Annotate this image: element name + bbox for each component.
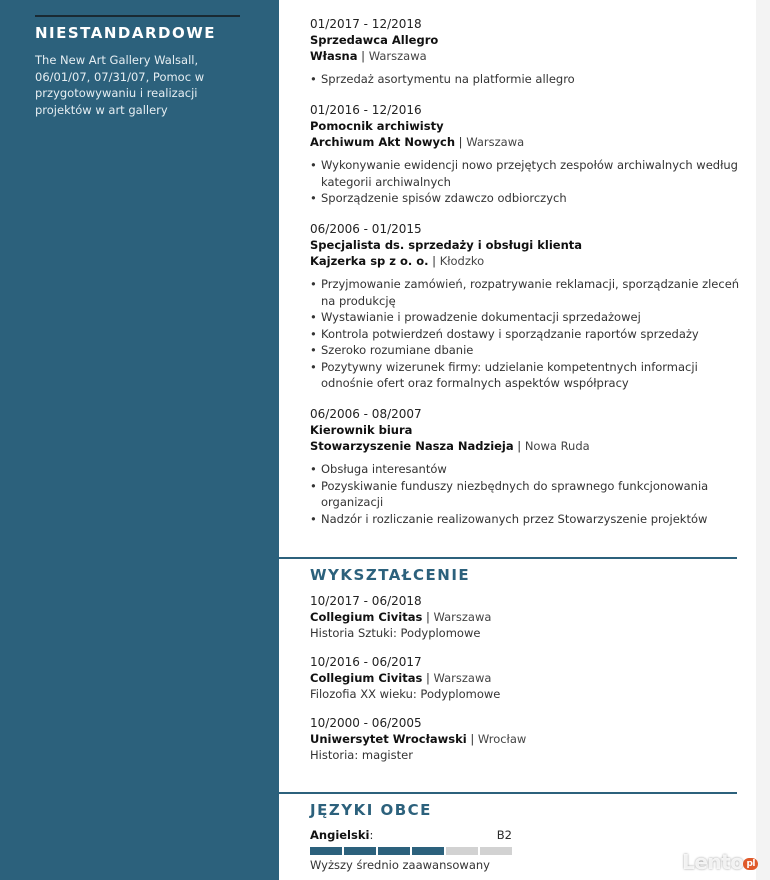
watermark-logo — [682, 850, 758, 874]
language-level-bars — [310, 847, 512, 855]
level-bar-filled — [378, 847, 410, 855]
education-city: Warszawa — [433, 671, 492, 685]
watermark-brand: Lento — [682, 850, 744, 874]
level-bar-filled — [310, 847, 342, 855]
sidebar-heading: NIESTANDARDOWE — [35, 24, 217, 42]
duty-item: • Szeroko rozumiane dbanie — [310, 342, 750, 359]
education-city: Warszawa — [433, 610, 492, 624]
job-company: Stowarzyszenie Nasza Nadzieja — [310, 439, 514, 453]
job-date: 01/2017 - 12/2018 — [310, 17, 422, 31]
sidebar — [0, 0, 279, 880]
education-school: Collegium Civitas — [310, 671, 423, 685]
job-city: Nowa Ruda — [524, 439, 590, 453]
education-description: Historia Sztuki: Podyplomowe — [310, 626, 481, 640]
job-organization: Kajzerka sp z o. o. | Kłodzko — [310, 254, 485, 268]
level-bar-filled — [344, 847, 376, 855]
job-city: Warszawa — [466, 135, 525, 149]
job-duties — [310, 461, 750, 527]
education-school: Uniwersytet Wrocławski — [310, 732, 467, 746]
job-city: Kłodzko — [439, 254, 485, 268]
job-duties — [310, 157, 750, 207]
section-divider — [279, 557, 737, 559]
education-school: Collegium Civitas — [310, 610, 423, 624]
education-entry — [310, 715, 730, 763]
duty-item: • Sprzedaż asortymentu na platformie allegro — [310, 71, 750, 88]
education-description: Historia: magister — [310, 748, 413, 762]
job-date: 06/2006 - 01/2015 — [310, 222, 422, 236]
language-entry — [310, 828, 512, 873]
job-entry — [310, 16, 750, 88]
education-school-line: Collegium Civitas | Warszawa — [310, 610, 492, 624]
job-title: Specjalista ds. sprzedaży i obsługi klienta — [310, 238, 583, 252]
job-date: 01/2016 - 12/2016 — [310, 103, 422, 117]
job-entry — [310, 221, 750, 392]
duty-item: • Przyjmowanie zamówień, rozpatrywanie reklamacji, sporządzanie zleceń na produkcję — [310, 276, 750, 309]
education-city: Wrocław — [477, 732, 527, 746]
level-bar-filled — [412, 847, 444, 855]
job-duties — [310, 276, 750, 392]
education-date: 10/2017 - 06/2018 — [310, 594, 422, 608]
languages-heading: JĘZYKI OBCE — [310, 801, 432, 819]
job-entry — [310, 102, 750, 207]
language-name-wrap — [310, 828, 373, 843]
duty-item: • Nadzór i rozliczanie realizowanych przez Stowarzyszenie projektów — [310, 511, 750, 528]
education-school-line: Collegium Civitas | Warszawa — [310, 671, 492, 685]
education-description: Filozofia XX wieku: Podyplomowe — [310, 687, 501, 701]
education-entry — [310, 654, 730, 702]
education-school-line: Uniwersytet Wrocławski | Wrocław — [310, 732, 527, 746]
sidebar-custom-text: The New Art Gallery Walsall, 06/01/07, 07/31/07, Pomoc w przygotowywaniu i realizacji projektów w art gallery — [35, 53, 205, 117]
main-content — [279, 0, 770, 880]
language-colon: : — [369, 828, 374, 842]
job-date: 06/2006 - 08/2007 — [310, 407, 422, 421]
job-entry — [310, 406, 750, 527]
duty-item: • Pozytywny wizerunek firmy: udzielanie kompetentnych informacji odnośnie ofert oraz formalnych aspektów współpracy — [310, 359, 750, 392]
duty-item: • Wystawianie i prowadzenie dokumentacji sprzedażowej — [310, 309, 750, 326]
education-date: 10/2000 - 06/2005 — [310, 716, 422, 730]
level-bar-empty — [480, 847, 512, 855]
page-edge — [756, 0, 770, 880]
level-bar-empty — [446, 847, 478, 855]
job-title: Kierownik biura — [310, 423, 413, 437]
job-organization: Archiwum Akt Nowych | Warszawa — [310, 135, 525, 149]
job-company: Własna — [310, 49, 358, 63]
duty-item: • Kontrola potwierdzeń dostawy i sporządzanie raportów sprzedaży — [310, 326, 750, 343]
job-duties — [310, 71, 750, 88]
language-grade: B2 — [496, 828, 512, 842]
education-date: 10/2016 - 06/2017 — [310, 655, 422, 669]
job-title: Sprzedawca Allegro — [310, 33, 439, 47]
job-company: Kajzerka sp z o. o. — [310, 254, 429, 268]
duty-item: • Obsługa interesantów — [310, 461, 750, 478]
section-divider — [279, 792, 737, 794]
duty-item: • Wykonywanie ewidencji nowo przejętych zespołów archiwalnych według kategorii archiwalnych — [310, 157, 750, 190]
duty-item: • Pozyskiwanie funduszy niezbędnych do sprawnego funkcjonowania organizacji — [310, 478, 750, 511]
education-entry — [310, 593, 730, 641]
job-city: Warszawa — [368, 49, 427, 63]
education-heading: WYKSZTAŁCENIE — [310, 566, 471, 584]
sidebar-divider — [35, 15, 240, 17]
job-company: Archiwum Akt Nowych — [310, 135, 456, 149]
language-row — [310, 828, 512, 843]
watermark-suffix: pl — [743, 858, 758, 870]
job-organization: Własna | Warszawa — [310, 49, 427, 63]
job-title: Pomocnik archiwisty — [310, 119, 444, 133]
language-name: Angielski — [310, 828, 370, 842]
job-organization: Stowarzyszenie Nasza Nadzieja | Nowa Ruda — [310, 439, 590, 453]
language-level-label: Wyższy średnio zaawansowany — [310, 858, 490, 872]
duty-item: • Sporządzenie spisów zdawczo odbiorczych — [310, 190, 750, 207]
